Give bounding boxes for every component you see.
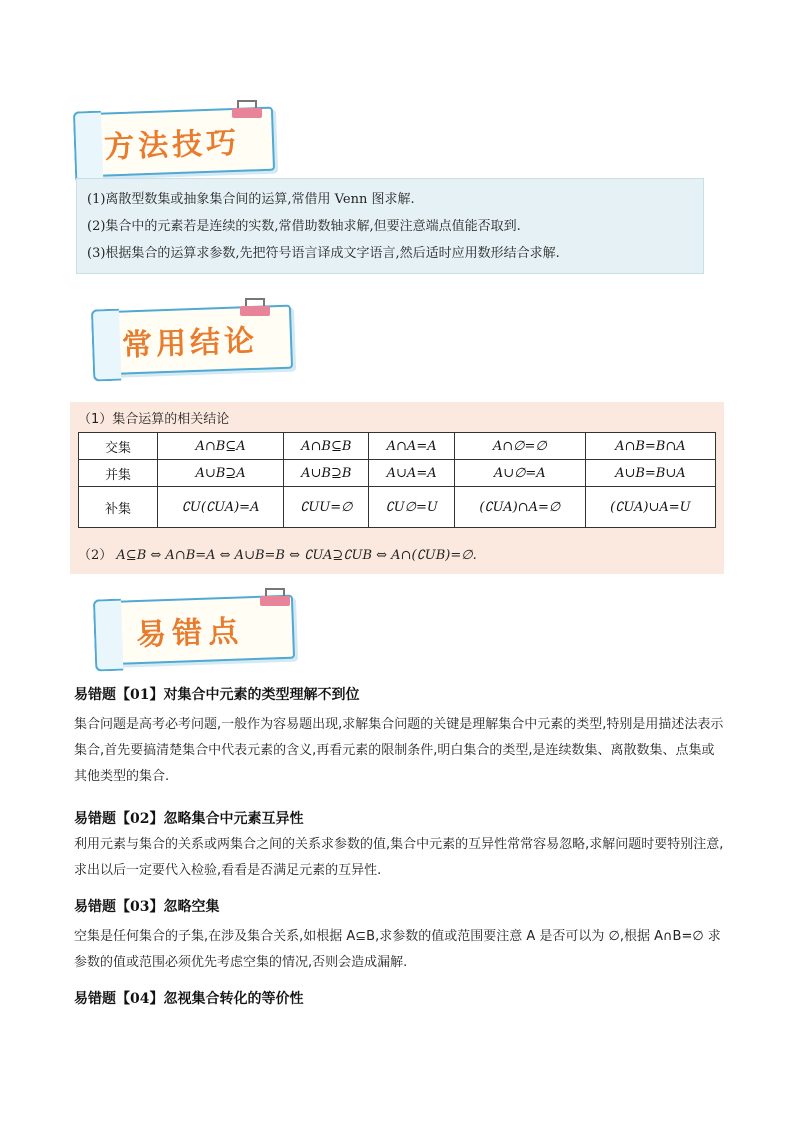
table-cell: ∁U(∁UA)=A [158, 487, 284, 528]
method-banner [80, 102, 280, 182]
conclusion-line-2-label: （2） [78, 548, 113, 563]
row-header: 补集 [79, 487, 158, 528]
method-line-3: (3)根据集合的运算求参数,先把符号语言译成文字语言,然后适时应用数形结合求解. [87, 246, 560, 261]
table-cell: A∩B=B∩A [585, 433, 715, 460]
table-cell: A∩B⊆B [284, 433, 369, 460]
error-title: 易错点 [135, 614, 245, 653]
error-item-3-title: 易错题【03】忽略空集 [74, 899, 220, 915]
table-cell: (∁UA)∩A=∅ [454, 487, 585, 528]
method-box [76, 178, 704, 274]
conclusion-line-2 [78, 544, 477, 563]
row-header: 交集 [79, 433, 158, 460]
error-item-1-body: 集合问题是高考必考问题,一般作为容易题出现,求解集合问题的关键是理解集合中元素的类型,特别是用描述法表示集合,首先要搞清楚集合中代表元素的含义,再看元素的限制条件,明白集合的类型,是连续数集、离散数集、点集或其他类型的集合. [74, 717, 724, 784]
table-cell: A∪B⊇A [158, 460, 284, 487]
method-title: 方法技巧 [103, 125, 241, 166]
table-row [79, 487, 716, 528]
error-item-2-title: 易错题【02】忽略集合中元素互异性 [74, 811, 304, 827]
binder-clip-icon [230, 98, 264, 120]
error-banner [100, 590, 300, 670]
table-cell: A∪∅=A [454, 460, 585, 487]
table-cell: (∁UA)∪A=U [585, 487, 715, 528]
conclusion-banner [98, 300, 298, 380]
error-item-4-title: 易错题【04】忽视集合转化的等价性 [74, 991, 304, 1007]
table-cell: ∁UU=∅ [284, 487, 369, 528]
error-item-1-title: 易错题【01】对集合中元素的类型理解不到位 [74, 687, 360, 703]
method-line-2: (2)集合中的元素若是连续的实数,常借助数轴求解,但要注意端点值能否取到. [87, 219, 521, 234]
table-row [79, 433, 716, 460]
conclusion-line-2-math: A⊆B ⇔ A∩B=A ⇔ A∪B=B ⇔ ∁UA⊇∁UB ⇔ A∩(∁UB)=∅. [116, 548, 477, 563]
table-cell: A∩B⊆A [158, 433, 284, 460]
method-line-1: (1)离散型数集或抽象集合间的运算,常借用 Venn 图求解. [87, 192, 415, 207]
set-operations-table [78, 432, 716, 528]
table-cell: A∩A=A [369, 433, 454, 460]
table-cell: A∪B=B∪A [585, 460, 715, 487]
binder-clip-icon [258, 586, 292, 608]
table-cell: A∪A=A [369, 460, 454, 487]
error-item-3-body: 空集是任何集合的子集,在涉及集合关系,如根据 A⊆B,求参数的值或范围要注意 A 是否可以为 ∅,根据 A∩B=∅ 求参数的值或范围必须优先考虑空集的情况,否则会造成漏解. [74, 929, 721, 970]
conclusion-box [70, 402, 724, 574]
table-cell: ∁U∅=U [369, 487, 454, 528]
conclusion-title: 常用结论 [121, 323, 259, 364]
error-item-2-body: 利用元素与集合的关系或两集合之间的关系求参数的值,集合中元素的互异性常常容易忽略,求解问题时要特别注意,求出以后一定要代入检验,看看是否满足元素的互异性. [74, 837, 724, 878]
table-cell: A∩∅=∅ [454, 433, 585, 460]
table-cell: A∪B⊇B [284, 460, 369, 487]
table-row [79, 460, 716, 487]
conclusion-heading: （1）集合运算的相关结论 [78, 412, 230, 427]
row-header: 并集 [79, 460, 158, 487]
